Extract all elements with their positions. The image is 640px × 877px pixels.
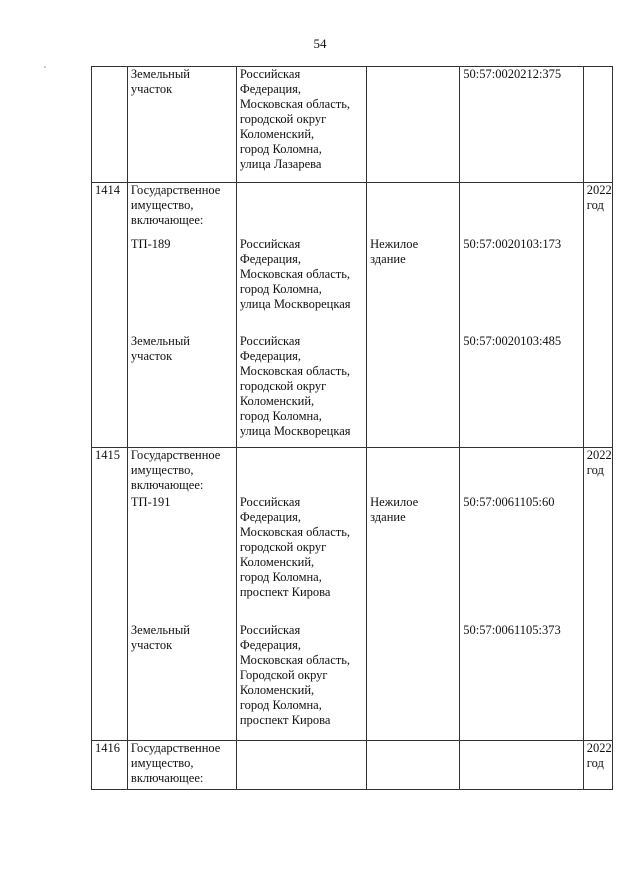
page-number: 54 <box>313 36 327 51</box>
group-header-line: включающее: <box>130 213 204 227</box>
table-row <box>92 623 613 741</box>
property-table-body <box>92 67 613 790</box>
type-cell <box>367 495 460 623</box>
address-cell-line: Российская <box>239 623 301 637</box>
address-cell-line: Федерация, <box>239 510 302 524</box>
cadastral-cell <box>460 448 584 496</box>
year-cell <box>583 741 612 790</box>
cadastral-number-text: 50:57:0061105:373 <box>463 623 561 637</box>
cadastral-number <box>460 495 584 623</box>
item-name-line: участок <box>130 82 173 96</box>
item-name-line: ТП-189 <box>130 237 171 251</box>
year-cell <box>583 67 612 183</box>
year-cell <box>583 448 612 741</box>
cadastral-number <box>460 623 584 741</box>
type-cell <box>367 741 460 790</box>
cadastral-number-text: 50:57:0020103:485 <box>463 334 562 348</box>
cadastral-cell <box>460 741 584 790</box>
address-cell-line: Московская область, <box>239 267 351 281</box>
item-name <box>127 67 236 183</box>
year-cell-line: год <box>586 756 604 770</box>
group-header-line: включающее: <box>130 478 204 492</box>
row-number <box>92 448 128 741</box>
item-name-line: Земельный <box>130 623 190 637</box>
item-name <box>127 495 236 623</box>
type-cell-line: здание <box>370 510 406 524</box>
address-cell-line: Коломенский, <box>239 683 315 697</box>
address-cell-line: улица Москворецкая <box>239 297 351 311</box>
address-cell-line: Федерация, <box>239 252 302 266</box>
table-row <box>92 237 613 334</box>
address-cell <box>236 183 366 238</box>
year-cell-line: 2022 <box>586 183 612 197</box>
type-cell <box>367 334 460 448</box>
address-cell-line: Российская <box>239 334 301 348</box>
type-cell <box>367 623 460 741</box>
address-cell-line: Российская <box>239 237 301 251</box>
item-name-line: ТП-191 <box>130 495 171 509</box>
address-cell-line: проспект Кирова <box>239 585 331 599</box>
address-cell-line: город Коломна, <box>239 698 322 712</box>
year-cell-line: 2022 <box>586 741 612 755</box>
group-header <box>127 183 236 238</box>
address-cell-line: городской округ <box>239 379 327 393</box>
address-cell-line: городской округ <box>239 112 327 126</box>
year-cell-line: 2022 <box>586 448 612 462</box>
address-cell-line: Городской округ <box>239 668 328 682</box>
type-cell <box>367 237 460 334</box>
item-name <box>127 623 236 741</box>
table-row <box>92 495 613 623</box>
row-number-text: 1415 <box>95 448 120 462</box>
cadastral-number-text: 50:57:0061105:60 <box>463 495 555 509</box>
group-header <box>127 448 236 496</box>
table-row <box>92 334 613 448</box>
group-header-line: Государственное <box>130 183 221 197</box>
address-cell <box>236 741 366 790</box>
address-cell-line: город Коломна, <box>239 570 322 584</box>
address-cell-line: Федерация, <box>239 82 302 96</box>
address-cell-line: городской округ <box>239 540 327 554</box>
item-name <box>127 237 236 334</box>
row-number <box>92 741 128 790</box>
address-cell <box>236 623 366 741</box>
group-header-line: включающее: <box>130 771 204 785</box>
cadastral-number-text: 50:57:0020103:173 <box>463 237 562 251</box>
group-header-line: имущество, <box>130 198 194 212</box>
property-table <box>91 66 613 790</box>
item-name <box>127 334 236 448</box>
cadastral-number <box>460 237 584 334</box>
address-cell-line: Федерация, <box>239 638 302 652</box>
address-cell <box>236 495 366 623</box>
cadastral-number <box>460 334 584 448</box>
address-cell-line: Московская область, <box>239 97 351 111</box>
margin-dot <box>44 66 46 68</box>
table-row <box>92 183 613 238</box>
address-cell-line: Коломенский, <box>239 127 315 141</box>
address-cell-line: проспект Кирова <box>239 713 331 727</box>
year-cell <box>583 183 612 448</box>
row-number <box>92 183 128 448</box>
type-cell-line: Нежилое <box>370 495 419 509</box>
item-name-line: участок <box>130 349 173 363</box>
type-cell-line: здание <box>370 252 406 266</box>
group-header-line: Государственное <box>130 448 221 462</box>
group-header-line: имущество, <box>130 756 194 770</box>
address-cell <box>236 67 366 183</box>
address-cell <box>236 237 366 334</box>
table-row <box>92 67 613 183</box>
row-number-text: 1416 <box>95 741 120 755</box>
address-cell-line: город Коломна, <box>239 409 322 423</box>
cadastral-number-text: 50:57:0020212:375 <box>463 67 562 81</box>
row-number <box>92 67 128 183</box>
address-cell-line: Коломенский, <box>239 394 315 408</box>
address-cell-line: Московская область, <box>239 653 351 667</box>
item-name-line: Земельный <box>130 67 190 81</box>
address-cell-line: Российская <box>239 495 301 509</box>
item-name-line: участок <box>130 638 173 652</box>
cadastral-cell <box>460 183 584 238</box>
address-cell-line: Московская область, <box>239 364 351 378</box>
row-number-text: 1414 <box>95 183 120 197</box>
address-cell-line: город Коломна, <box>239 142 322 156</box>
address-cell-line: улица Лазарева <box>239 157 322 171</box>
address-cell-line: улица Москворецкая <box>239 424 351 438</box>
cadastral-number <box>460 67 584 183</box>
address-cell-line: Федерация, <box>239 349 302 363</box>
address-cell-line: Коломенский, <box>239 555 315 569</box>
address-cell-line: город Коломна, <box>239 282 322 296</box>
group-header-line: имущество, <box>130 463 194 477</box>
type-cell-line: Нежилое <box>370 237 419 251</box>
group-header <box>127 741 236 790</box>
table-row <box>92 448 613 496</box>
year-cell-line: год <box>586 198 604 212</box>
type-cell <box>367 67 460 183</box>
type-cell <box>367 183 460 238</box>
year-cell-line: год <box>586 463 604 477</box>
address-cell-line: Московская область, <box>239 525 351 539</box>
type-cell <box>367 448 460 496</box>
address-cell <box>236 334 366 448</box>
table-row <box>92 741 613 790</box>
address-cell-line: Российская <box>239 67 301 81</box>
group-header-line: Государственное <box>130 741 221 755</box>
item-name-line: Земельный <box>130 334 190 348</box>
address-cell <box>236 448 366 496</box>
